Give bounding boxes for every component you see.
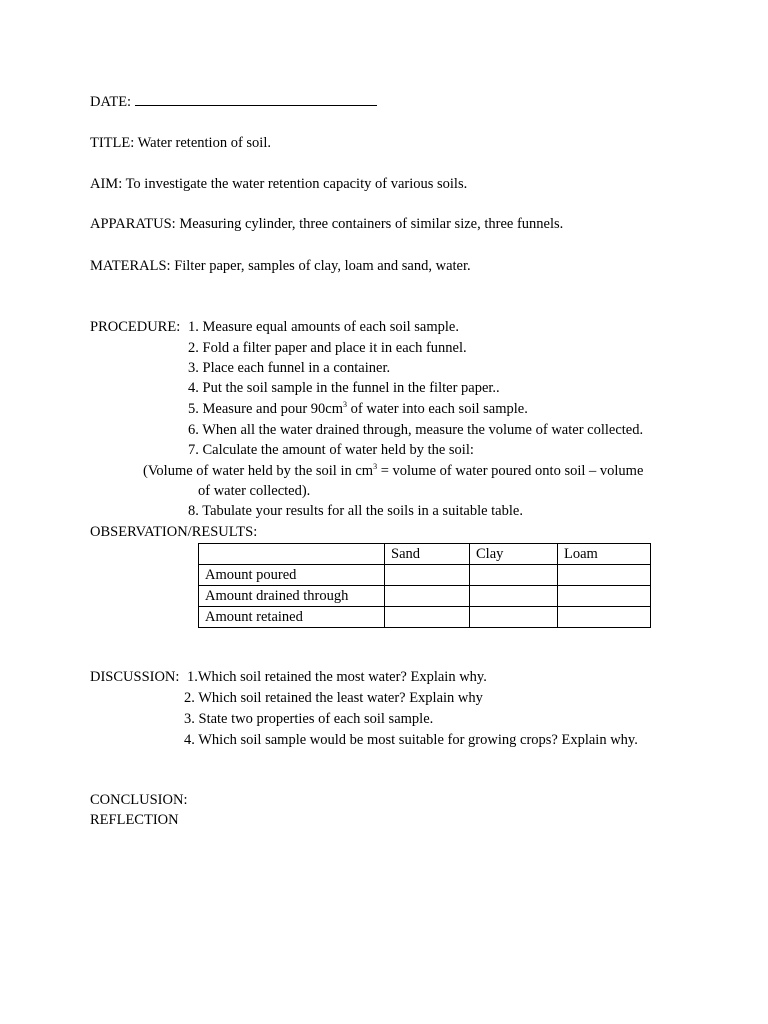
table-cell — [558, 607, 651, 628]
title-line: TITLE: Water retention of soil. — [90, 135, 271, 151]
table-header-cell: Sand — [385, 544, 470, 565]
table-cell — [558, 565, 651, 586]
procedure-step: 2. Fold a filter paper and place it in each funnel. — [188, 340, 467, 356]
table-row — [199, 586, 651, 607]
procedure-step: 4. Put the soil sample in the funnel in the filter paper.. — [188, 380, 500, 396]
discussion-question: 1.Which soil retained the most water? Explain why. — [187, 669, 487, 685]
row-label: Amount poured — [199, 565, 385, 586]
conclusion-label: CONCLUSION: — [90, 792, 188, 808]
discussion-question: 4. Which soil sample would be most suitable for growing crops? Explain why. — [184, 732, 638, 748]
table-header-cell: Clay — [470, 544, 558, 565]
date-line — [90, 93, 377, 111]
aim-line: AIM: To investigate the water retention capacity of various soils. — [90, 176, 468, 192]
procedure-step — [188, 400, 528, 418]
apparatus-line: APPARATUS: Measuring cylinder, three containers of similar size, three funnels. — [90, 216, 564, 232]
table-cell — [470, 586, 558, 607]
table-header-cell: Loam — [558, 544, 651, 565]
date-label: DATE: — [90, 94, 132, 110]
date-blank — [135, 93, 377, 106]
materials-line: MATERALS: Filter paper, samples of clay, loam and sand, water. — [90, 258, 471, 274]
procedure-step: 6. When all the water drained through, measure the volume of water collected. — [188, 422, 644, 438]
results-table — [198, 543, 651, 628]
discussion-question: 3. State two properties of each soil sample. — [184, 711, 434, 727]
procedure-step-text: 5. Measure and pour 90cm — [188, 401, 344, 417]
table-cell — [385, 565, 470, 586]
table-cell — [470, 607, 558, 628]
formula-line — [143, 462, 643, 480]
procedure-step: 7. Calculate the amount of water held by the soil: — [188, 442, 474, 458]
row-label: Amount drained through — [199, 586, 385, 607]
discussion-label: DISCUSSION: — [90, 669, 180, 685]
table-row — [199, 607, 651, 628]
table-cell — [470, 565, 558, 586]
procedure-label: PROCEDURE: — [90, 319, 181, 335]
superscript: 3 — [373, 462, 378, 471]
table-row — [199, 565, 651, 586]
table-cell — [385, 586, 470, 607]
table-cell — [385, 607, 470, 628]
formula-text: = volume of water poured onto soil – volume — [377, 463, 644, 479]
table-header-row — [199, 544, 651, 565]
table-header-cell — [199, 544, 385, 565]
table-cell — [558, 586, 651, 607]
procedure-step: 8. Tabulate your results for all the soils in a suitable table. — [188, 503, 523, 519]
discussion-question: 2. Which soil retained the least water? Explain why — [184, 690, 483, 706]
formula-line-cont: of water collected). — [198, 483, 311, 499]
superscript: 3 — [343, 400, 348, 409]
procedure-step: 1. Measure equal amounts of each soil sample. — [188, 319, 459, 335]
procedure-step: 3. Place each funnel in a container. — [188, 360, 391, 376]
procedure-step-text: of water into each soil sample. — [347, 401, 528, 417]
reflection-label: REFLECTION — [90, 812, 179, 828]
row-label: Amount retained — [199, 607, 385, 628]
formula-text: (Volume of water held by the soil in cm — [143, 463, 374, 479]
results-label: OBSERVATION/RESULTS: — [90, 524, 258, 540]
